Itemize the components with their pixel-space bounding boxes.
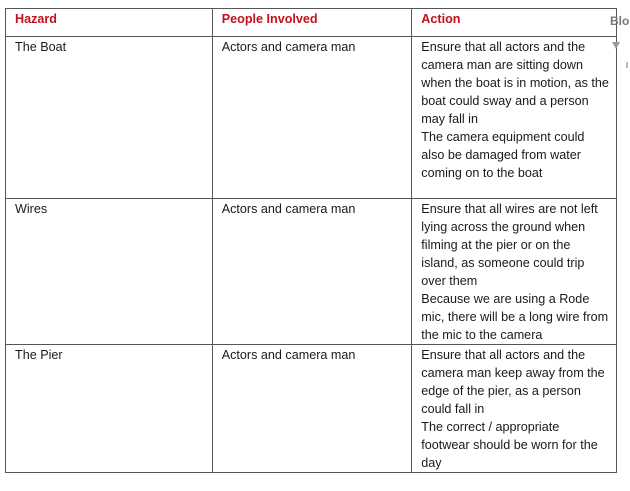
action-text: The correct / appropriate footwear should be worn for the day (421, 420, 598, 470)
action-text: Ensure that all wires are not left lying across the ground when filming at the pier or on the island, as someone could trip over them (421, 202, 598, 288)
action-cell (412, 345, 617, 473)
action-text: Because we are using a Rode mic, there will be a long wire from the mic to the camera (421, 292, 609, 342)
action-cell (412, 37, 617, 199)
table-header-row (6, 9, 617, 37)
table-row (6, 345, 617, 473)
header-people-involved: People Involved (212, 9, 412, 37)
people-cell: Actors and camera man (212, 345, 412, 473)
scroll-indicator (626, 62, 628, 68)
hazard-cell: The Pier (6, 345, 213, 473)
side-panel-label[interactable]: Blo (610, 14, 630, 28)
hazard-cell: The Boat (6, 37, 213, 199)
action-text: Ensure that all actors and the camera man are sitting down when the boat is in motion, as the boat could sway and a person may fall in (421, 40, 609, 126)
people-cell: Actors and camera man (212, 37, 412, 199)
people-cell: Actors and camera man (212, 199, 412, 345)
action-text: The camera equipment could also be damaged from water coming on to the boat (421, 130, 585, 180)
risk-assessment-table (5, 8, 617, 473)
table-row (6, 37, 617, 199)
header-action: Action (412, 9, 617, 37)
hazard-cell: Wires (6, 199, 213, 345)
chevron-down-icon[interactable] (612, 42, 620, 49)
action-cell (412, 199, 617, 345)
table-row (6, 199, 617, 345)
action-text: Ensure that all actors and the camera man keep away from the edge of the pier, as a person could fall in (421, 348, 605, 416)
header-hazard: Hazard (6, 9, 213, 37)
